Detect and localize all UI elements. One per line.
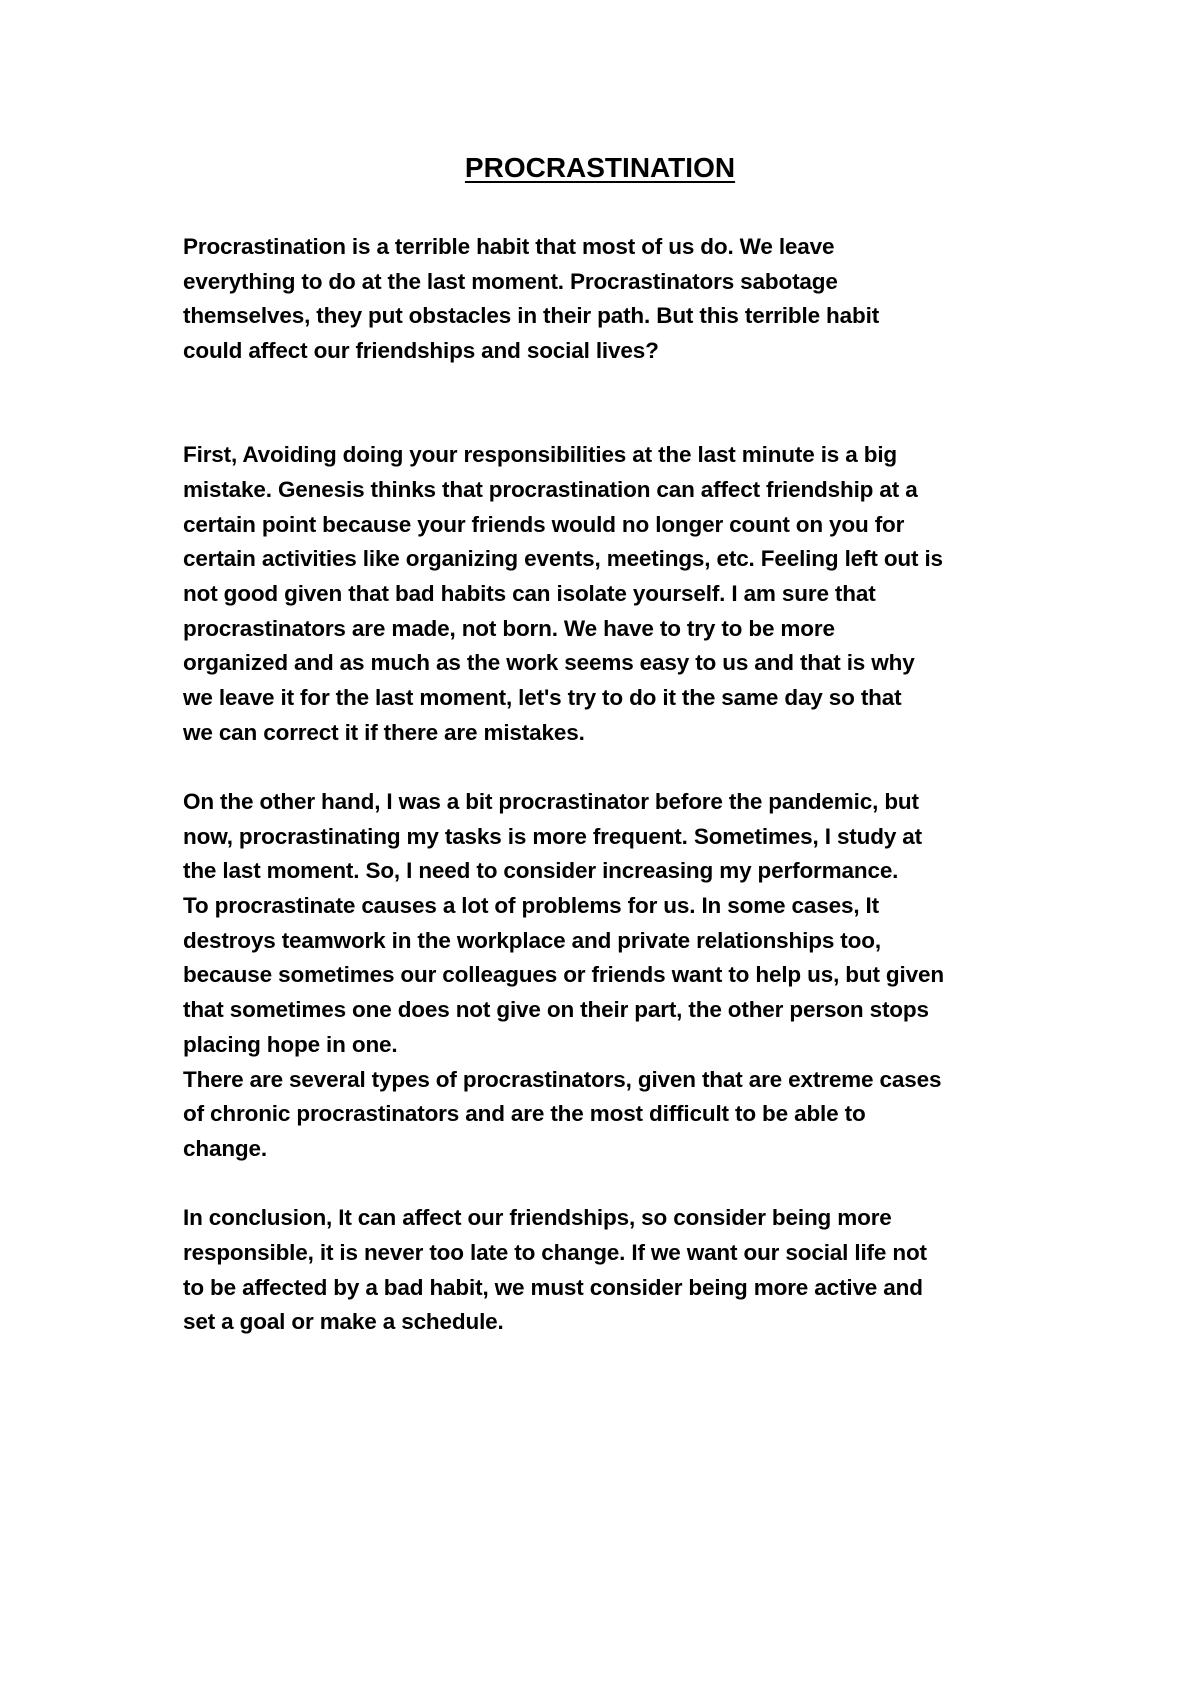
text-line: because sometimes our colleagues or friends want to help us, but given [183,962,944,988]
text-line: placing hope in one. [183,1031,398,1057]
paragraph-spacer [183,750,1043,785]
text-line: we can correct it if there are mistakes. [183,719,585,745]
text-line: we leave it for the last moment, let's try to do it the same day so that [183,684,902,710]
text-line: To procrastinate causes a lot of problems for us. In some cases, It [183,893,879,919]
text-line: mistake. Genesis thinks that procrastination can affect friendship at a [183,476,918,502]
text-line: the last moment. So, I need to consider increasing my performance. [183,858,899,884]
paragraph-intro [183,230,1043,369]
text-line: themselves, they put obstacles in their path. But this terrible habit [183,303,880,329]
document-body [183,230,1043,1340]
text-line: of chronic procrastinators and are the most difficult to be able to [183,1101,866,1127]
text-line: everything to do at the last moment. Procrastinators sabotage [183,268,838,294]
text-line: In conclusion, It can affect our friendships, so consider being more [183,1205,892,1231]
text-line: First, Avoiding doing your responsibilities at the last minute is a big [183,442,898,468]
paragraph-spacer [183,369,1043,438]
text-line: now, procrastinating my tasks is more frequent. Sometimes, I study at [183,823,923,849]
paragraph-spacer [183,1167,1043,1202]
text-line: certain activities like organizing events, meetings, etc. Feeling left out is [183,546,943,572]
document-title: PROCRASTINATION [464,152,736,183]
paragraph-first [183,438,1043,750]
text-line: destroys teamwork in the workplace and private relationships too, [183,927,881,953]
text-line: responsible, it is never too late to change. If we want our social life not [183,1239,927,1265]
text-line: There are several types of procrastinators, given that are extreme cases [183,1066,942,1092]
text-line: change. [183,1135,267,1161]
text-line: procrastinators are made, not born. We have to try to be more [183,615,835,641]
paragraph-conclusion [183,1201,1043,1340]
text-line: set a goal or make a schedule. [183,1309,504,1335]
text-line: that sometimes one does not give on their part, the other person stops [183,997,929,1023]
text-line: certain point because your friends would no longer count on you for [183,511,905,537]
text-line: could affect our friendships and social lives? [183,338,659,364]
text-line: to be affected by a bad habit, we must consider being more active and [183,1274,923,1300]
paragraph-other-hand [183,785,1043,1167]
text-line: Procrastination is a terrible habit that most of us do. We leave [183,234,835,259]
text-line: not good given that bad habits can isolate yourself. I am sure that [183,580,876,606]
text-line: organized and as much as the work seems easy to us and that is why [183,650,915,676]
text-line: On the other hand, I was a bit procrastinator before the pandemic, but [183,789,919,815]
